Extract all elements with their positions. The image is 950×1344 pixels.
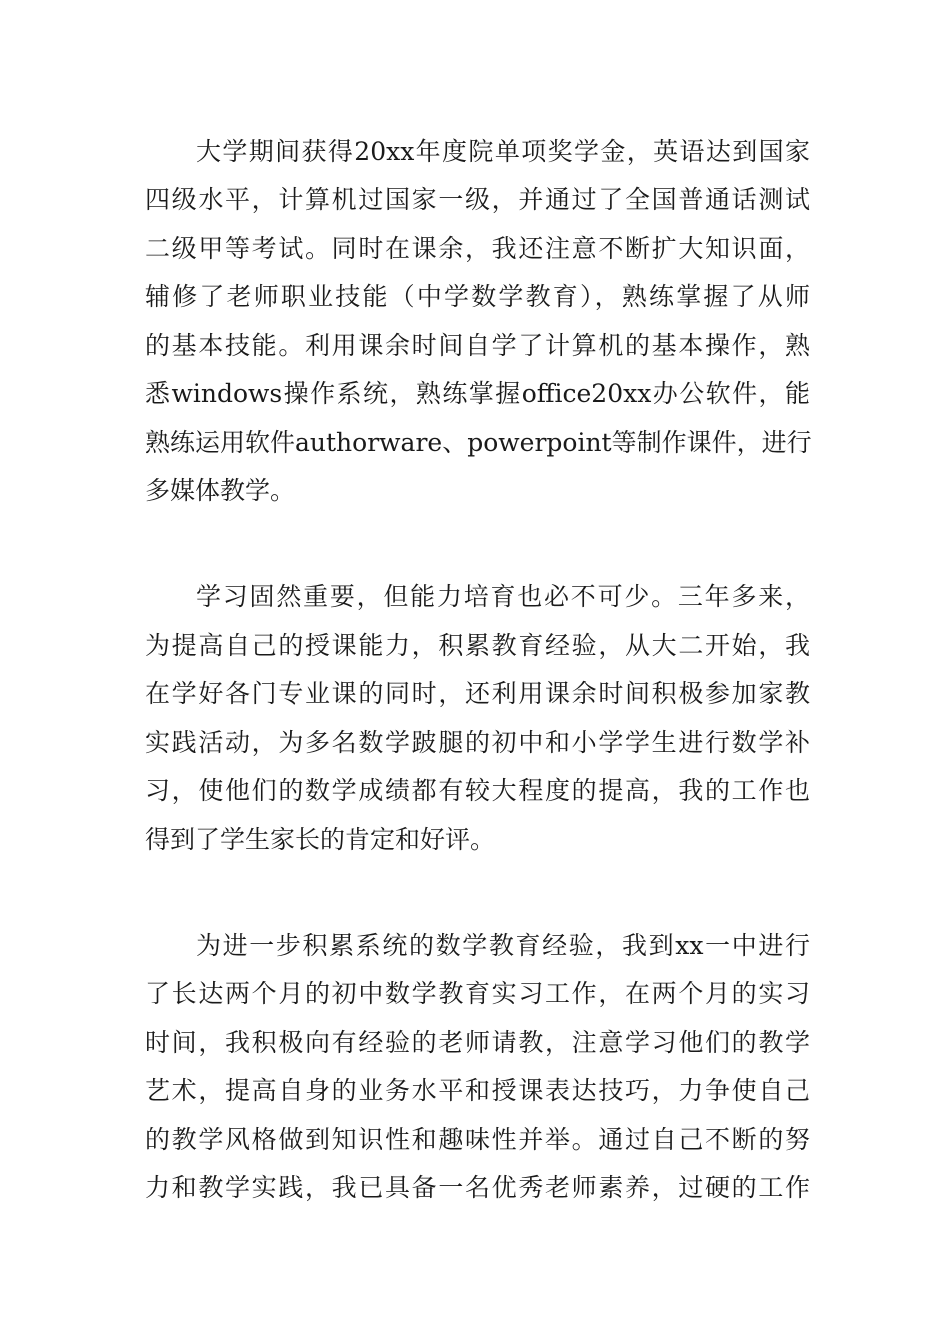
text-line: 实践活动，为多名数学跛腿的初中和小学学生进行数学补 — [145, 728, 810, 757]
text-line: 为提高自己的授课能力，积累教育经验，从大二开始，我 — [145, 631, 810, 660]
text-line: 艺术，提高自身的业务水平和授课表达技巧，力争使自己 — [145, 1076, 810, 1105]
text-line: 四级水平，计算机过国家一级，并通过了全国普通话测试 — [145, 185, 810, 214]
text-line: 的基本技能。利用课余时间自学了计算机的基本操作，熟 — [145, 331, 810, 360]
text-line: 在学好各门专业课的同时，还利用课余时间积极参加家教 — [145, 679, 810, 708]
text-line: 了长达两个月的初中数学教育实习工作，在两个月的实习 — [145, 979, 810, 1008]
text-line: 时间，我积极向有经验的老师请教，注意学习他们的教学 — [145, 1028, 810, 1057]
text-line: 的教学风格做到知识性和趣味性并举。通过自己不断的努 — [145, 1125, 810, 1154]
text-line: 二级甲等考试。同时在课余，我还注意不断扩大知识面， — [145, 234, 810, 263]
text-line: 熟练运用软件authorware、powerpoint等制作课件，进行 — [145, 428, 812, 457]
text-line: 习，使他们的数学成绩都有较大程度的提高，我的工作也 — [145, 776, 810, 805]
text-line: 力和教学实践，我已具备一名优秀老师素养，过硬的工作 — [145, 1173, 810, 1202]
text-line: 大学期间获得20xx年度院单项奖学金，英语达到国家 — [196, 137, 810, 166]
text-line: 得到了学生家长的肯定和好评。 — [145, 825, 496, 854]
text-line: 多媒体教学。 — [145, 476, 296, 505]
text-line: 辅修了老师职业技能（中学数学教育），熟练掌握了从师 — [145, 282, 810, 311]
text-line: 为进一步积累系统的数学教育经验，我到xx一中进行 — [196, 931, 810, 960]
text-line: 学习固然重要，但能力培育也必不可少。三年多来， — [196, 582, 810, 611]
text-line: 悉windows操作系统，熟练掌握office20xx办公软件，能 — [145, 379, 810, 408]
